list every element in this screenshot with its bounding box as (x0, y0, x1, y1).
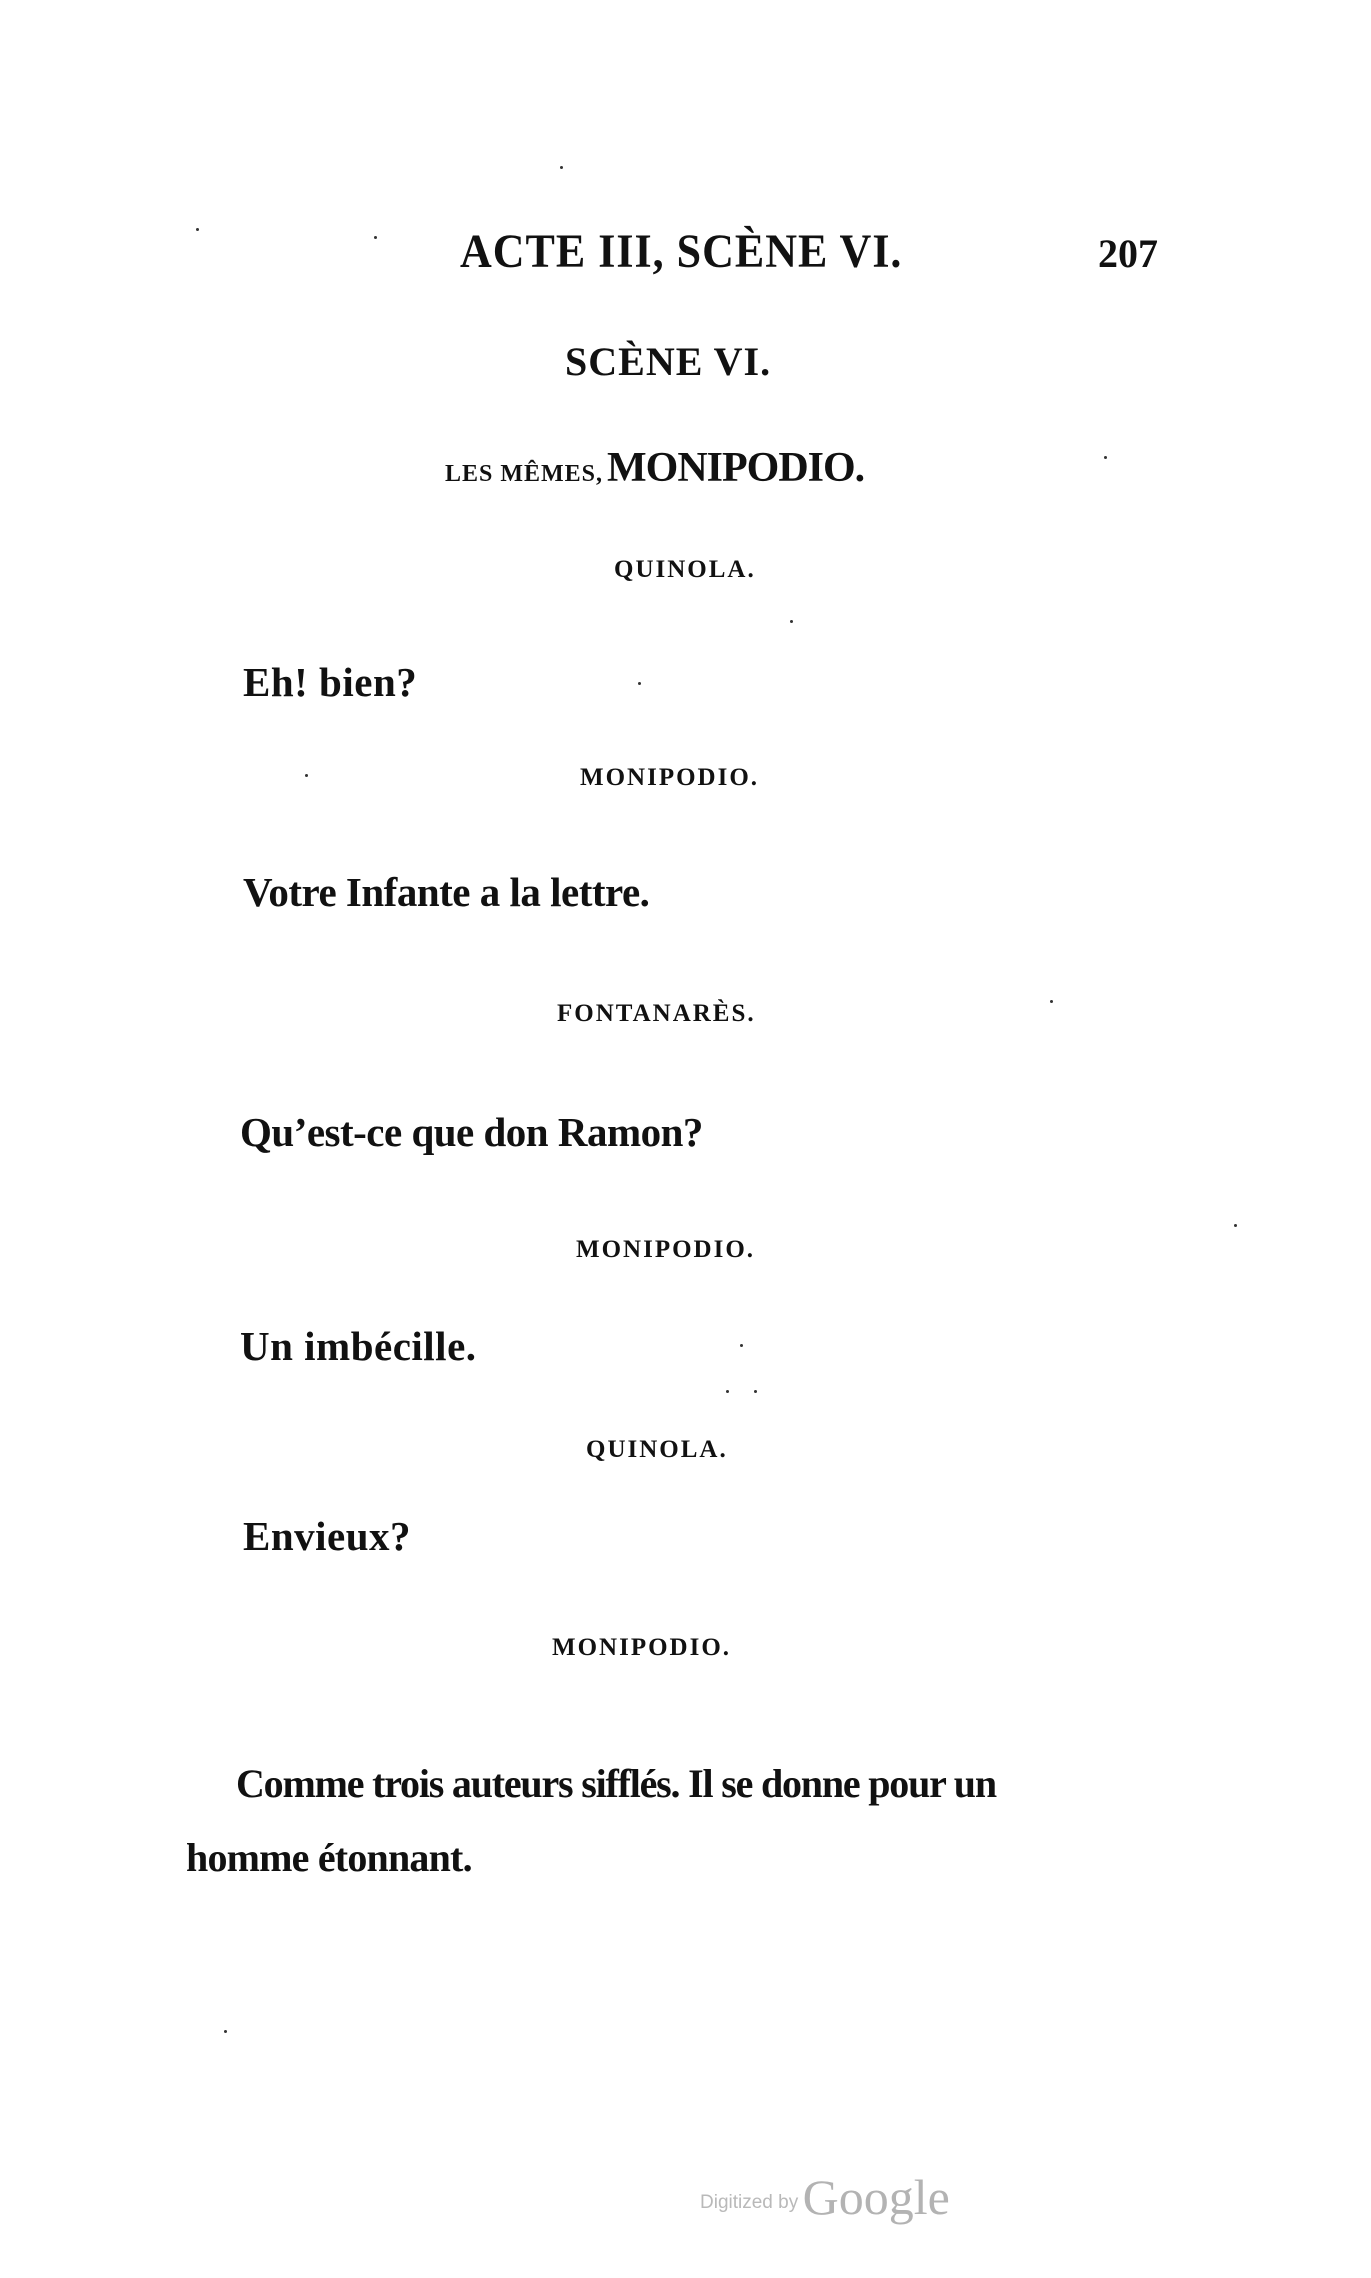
dialogue-line: Eh! bien? (243, 659, 418, 705)
digitized-watermark (700, 2168, 950, 2226)
speaker-label: MONIPODIO. (576, 1236, 756, 1263)
speaker-label: MONIPODIO. (552, 1634, 732, 1661)
scan-speck (790, 620, 793, 623)
cast-line (445, 444, 864, 492)
cast-label: LES MÊMES, (445, 461, 604, 487)
dialogue-line: Envieux? (243, 1513, 412, 1559)
page-number: 207 (1098, 231, 1158, 276)
speaker-label: QUINOLA. (614, 556, 756, 583)
scene-title: SCÈNE VI. (565, 339, 772, 384)
watermark-prefix: Digitized by (700, 2192, 799, 2213)
speaker-label: QUINOLA. (586, 1436, 728, 1463)
running-head: ACTE III, SCÈNE VI. (460, 225, 903, 278)
scan-speck (1234, 1224, 1237, 1227)
dialogue-line: Qu’est-ce que don Ramon? (240, 1109, 703, 1155)
scan-speck (726, 1390, 729, 1393)
scan-speck (1104, 456, 1107, 459)
scan-speck (224, 2030, 227, 2033)
scan-speck (560, 166, 563, 169)
cast-name: MONIPODIO. (607, 445, 865, 491)
google-logo: Google (802, 2169, 950, 2225)
dialogue-line: Comme trois auteurs sifflés. Il se donne pour un (236, 1761, 996, 1806)
dialogue-line: Un imbécille. (240, 1323, 477, 1369)
dialogue-line-continuation: homme étonnant. (186, 1835, 472, 1880)
scan-speck (196, 228, 199, 231)
scan-speck (754, 1390, 757, 1393)
scan-speck (305, 774, 308, 777)
dialogue-line: Votre Infante a la lettre. (243, 869, 650, 915)
scan-speck (638, 682, 641, 685)
scan-speck (374, 236, 377, 239)
scan-speck (1050, 1000, 1053, 1003)
speaker-label: FONTANARÈS. (557, 1000, 756, 1027)
speaker-label: MONIPODIO. (580, 764, 760, 791)
scan-speck (740, 1344, 743, 1347)
